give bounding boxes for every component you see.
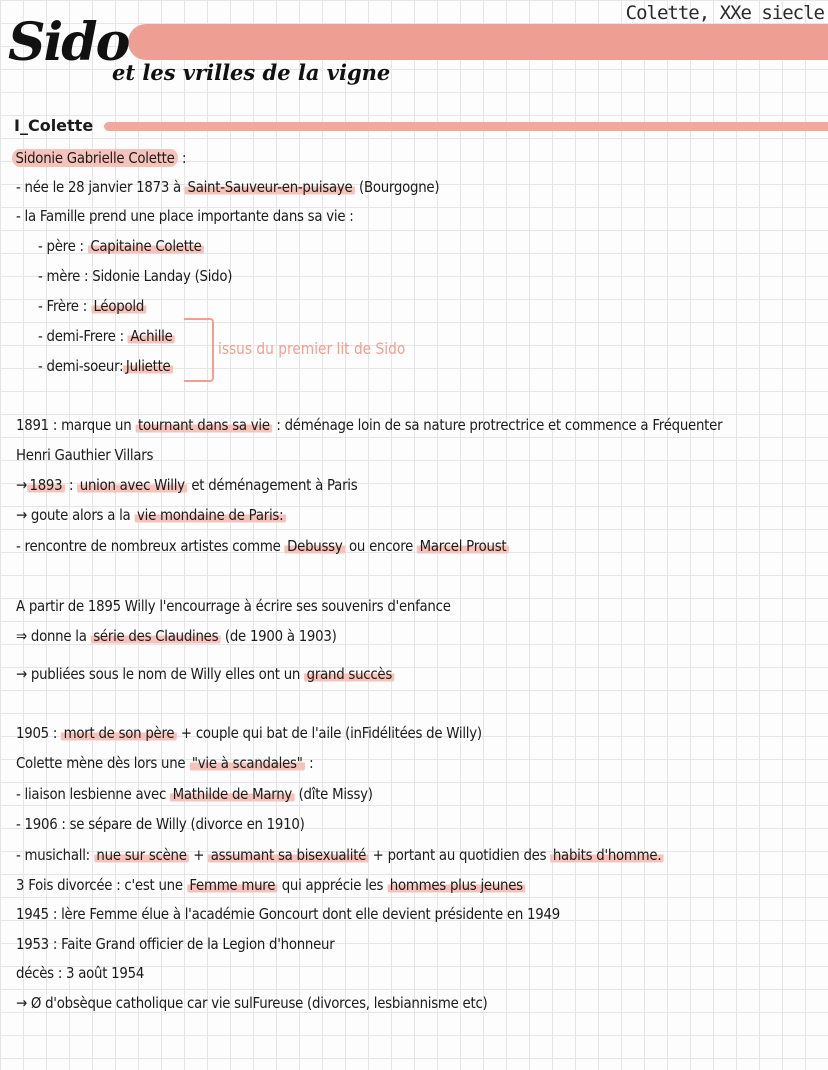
note-line-6: - Frère : Léopold bbox=[38, 296, 147, 316]
note-line-1: Sidonie Gabrielle Colette : bbox=[12, 148, 186, 168]
highlight: Mathilde de Marny bbox=[170, 785, 295, 803]
note-line-7: - demi-Frere : Achille bbox=[38, 326, 175, 346]
title-banner bbox=[128, 24, 828, 60]
highlight: Debussy bbox=[285, 537, 346, 555]
highlight: tournant dans sa vie bbox=[135, 416, 272, 434]
highlight: "vie à scandales" bbox=[189, 754, 305, 772]
note-line-12: → goute alors a la vie mondaine de Paris: bbox=[16, 505, 286, 525]
section-heading: I_Colette bbox=[14, 116, 94, 135]
note-line-25: décès : 3 août 1954 bbox=[16, 964, 145, 982]
highlight: Marcel Proust bbox=[417, 537, 509, 555]
highlight: mort de son père bbox=[61, 724, 177, 742]
highlight: 1893 bbox=[27, 476, 65, 494]
note-line-19: - liaison lesbienne avec Mathilde de Marny (dîte Missy) bbox=[16, 785, 373, 803]
note-line-15: ⇒ donne la série des Claudines (de 1900 à 1903) bbox=[16, 627, 337, 645]
highlight: habits d'homme. bbox=[550, 846, 664, 864]
note-line-5: - mère : Sidonie Landay (Sido) bbox=[38, 267, 233, 285]
note-line-18: Colette mène dès lors une "vie à scandales" : bbox=[16, 754, 314, 772]
highlight: Achille bbox=[128, 327, 175, 345]
note-line-8: - demi-soeur: Juliette bbox=[38, 356, 173, 376]
highlight: hommes plus jeunes bbox=[387, 876, 525, 894]
note-line-9: 1891 : marque un tournant dans sa vie : déménage loin de sa nature protrectrice et commence a Fréquenter bbox=[16, 416, 723, 434]
course-label: Colette, XXe siecle bbox=[625, 2, 824, 24]
highlight: nue sur scène bbox=[94, 846, 189, 864]
section-underline bbox=[104, 122, 828, 131]
page-subtitle: et les vrilles de la vigne bbox=[112, 60, 391, 85]
note-line-4: - père : Capitaine Colette bbox=[38, 236, 204, 256]
highlight: union avec Willy bbox=[77, 476, 187, 494]
note-line-14: A partir de 1895 Willy l'encourrage à écrire ses souvenirs d'enfance bbox=[16, 597, 451, 615]
note-line-10: Henri Gauthier Villars bbox=[16, 446, 154, 464]
highlight: série des Claudines bbox=[91, 627, 221, 645]
note-line-22: 3 Fois divorcée : c'est une Femme mure qui apprécie les hommes plus jeunes bbox=[16, 875, 525, 895]
highlight: Capitaine Colette bbox=[88, 237, 204, 255]
highlight: Femme mure bbox=[187, 876, 278, 894]
note-line-13: - rencontre de nombreux artistes comme Debussy ou encore Marcel Proust bbox=[16, 536, 509, 556]
note-line-24: 1953 : Faite Grand officier de la Legion d'honneur bbox=[16, 935, 335, 953]
highlight: Léopold bbox=[91, 297, 147, 315]
note-line-23: 1945 : lère Femme élue à l'académie Goncourt dont elle devient présidente en 1949 bbox=[16, 905, 560, 923]
highlight: grand succès bbox=[304, 665, 395, 683]
highlight: Saint-Sauveur-en-puisaye bbox=[185, 178, 355, 196]
note-line-11: → 1893 : union avec Willy et déménagement à Paris bbox=[16, 476, 358, 494]
bracket bbox=[184, 318, 214, 382]
page-title: Sido bbox=[8, 12, 129, 73]
note-line-17: 1905 : mort de son père + couple qui bat de l'aile (inFidélitées de Willy) bbox=[16, 724, 482, 742]
side-note: issus du premier lit de Sido bbox=[218, 339, 406, 358]
note-line-2: - née le 28 janvier 1873 à Saint-Sauveur-en-puisaye (Bourgogne) bbox=[16, 178, 440, 196]
highlight: Juliette bbox=[123, 357, 173, 375]
highlight: assumant sa bisexualité bbox=[208, 846, 369, 864]
note-line-20: - 1906 : se sépare de Willy (divorce en 1910) bbox=[16, 815, 305, 833]
note-line-3: - la Famille prend une place importante dans sa vie : bbox=[16, 207, 354, 225]
note-line-16: → publiées sous le nom de Willy elles ont un grand succès bbox=[16, 664, 395, 684]
note-line-26: → Ø d'obsèque catholique car vie sulFureuse (divorces, lesbiannisme etc) bbox=[16, 994, 488, 1012]
note-line-21: - musichall: nue sur scène + assumant sa bisexualité + portant au quotidien des habits d'homme. bbox=[16, 845, 664, 865]
highlight: Sidonie Gabrielle Colette bbox=[12, 149, 178, 167]
highlight: vie mondaine de Paris: bbox=[134, 506, 285, 524]
